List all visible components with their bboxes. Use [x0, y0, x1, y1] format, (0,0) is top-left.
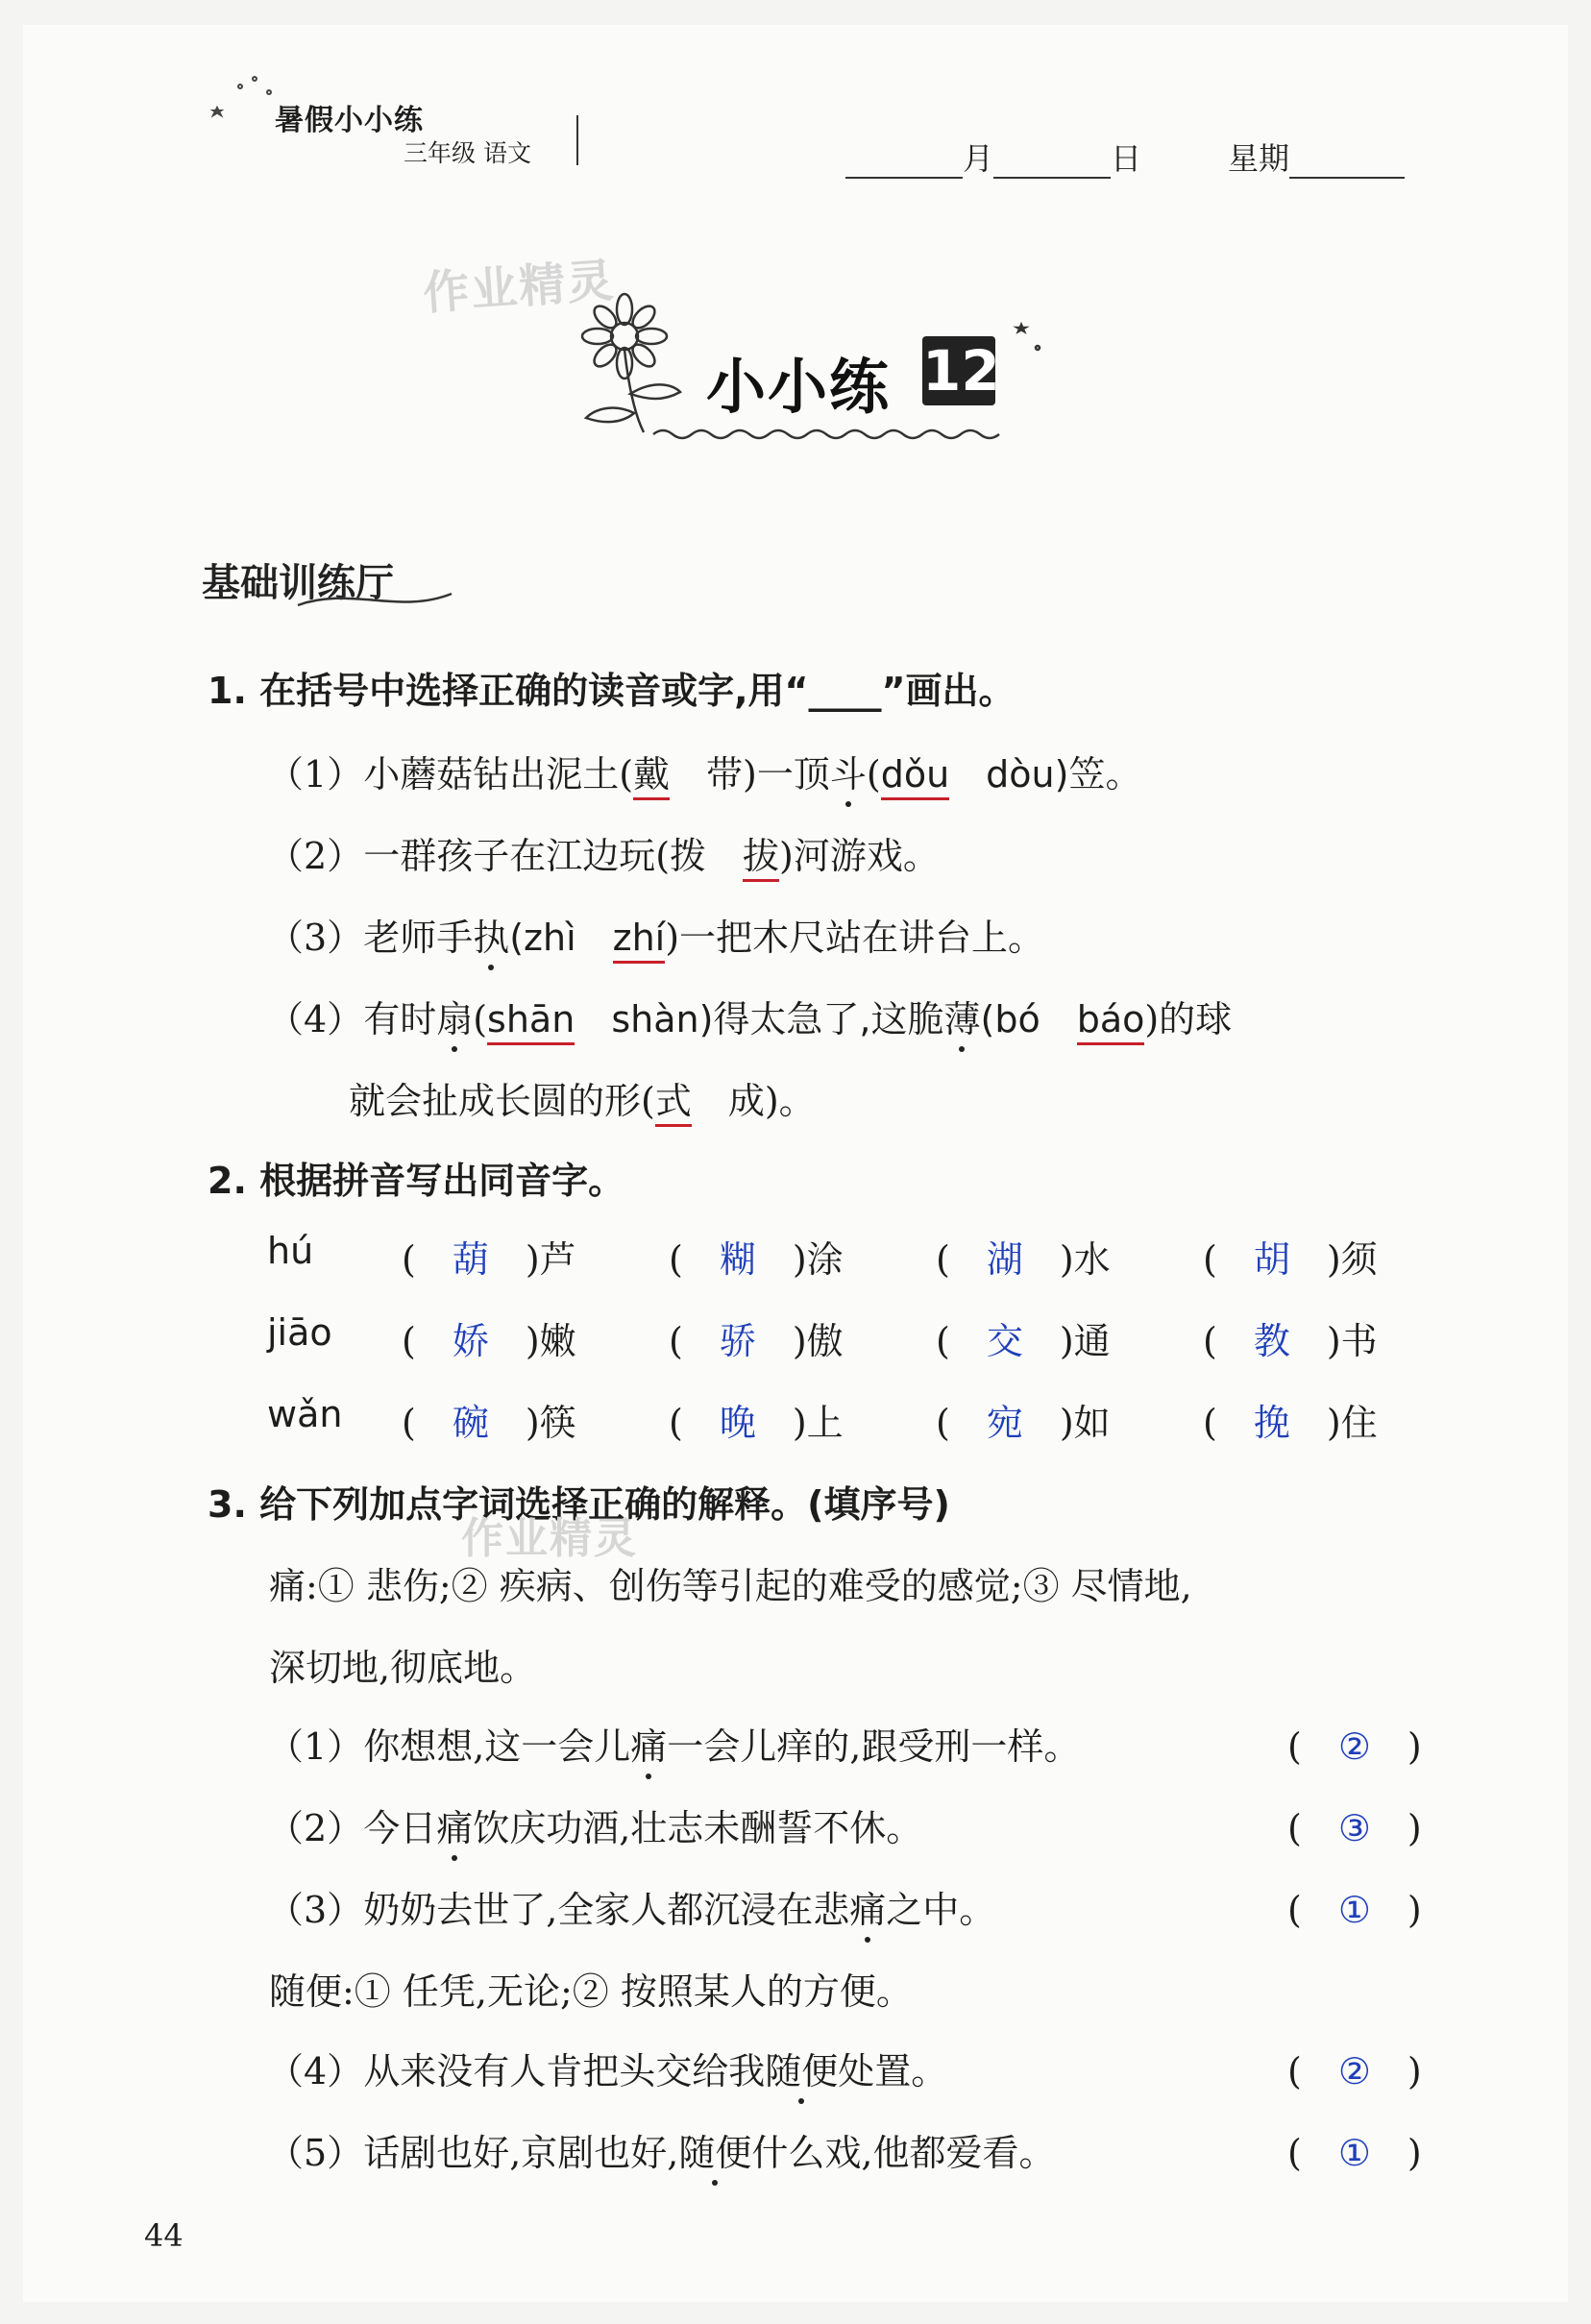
- answer-mark: ①: [1337, 1889, 1371, 1931]
- item-text: 成)。: [691, 1080, 816, 1122]
- item-number: （3）: [267, 1889, 364, 1931]
- answer-char: 葫: [452, 1238, 489, 1281]
- item-text: (bó: [980, 998, 1077, 1040]
- answer-char: 交: [986, 1320, 1023, 1362]
- item-number: （2）: [267, 835, 364, 877]
- selected-option: dǒu: [881, 753, 949, 800]
- q1-item-4: [267, 990, 1232, 1042]
- homophone-cell: ( 交 )通: [936, 1320, 1111, 1362]
- word-char: 如: [1073, 1402, 1111, 1444]
- item-text: (: [473, 998, 488, 1040]
- word-char: 书: [1340, 1320, 1378, 1362]
- item-number: （3）: [267, 917, 364, 959]
- q3-item-1: [267, 1717, 1080, 1770]
- item-text: 你想想,这一会儿: [363, 1725, 631, 1768]
- q1-heading: 1. 在括号中选择正确的读音或字,用“____”画出。: [208, 670, 1016, 712]
- word-char: 通: [1073, 1320, 1111, 1362]
- answer-char: 娇: [452, 1320, 489, 1362]
- word-char: 嫩: [539, 1320, 576, 1362]
- homophone-cell: ( 碗 )筷: [402, 1402, 576, 1444]
- lesson-number: 12: [922, 338, 1000, 404]
- selected-option: báo: [1077, 998, 1145, 1045]
- dotted-char: 薄: [943, 998, 981, 1040]
- item-text: 带)一顶: [670, 753, 830, 795]
- pinyin-label: jiāo: [267, 1311, 332, 1354]
- homophone-cell: ( 胡 )须: [1203, 1238, 1378, 1281]
- homophone-cell: ( 挽 )住: [1203, 1402, 1378, 1444]
- item-number: （4）: [267, 2050, 364, 2092]
- item-text: 奶奶去世了,全家人都沉浸在悲: [363, 1889, 850, 1931]
- selected-option: 式: [655, 1080, 692, 1127]
- q3-definition-1-line-1: 痛:① 悲伤;② 疾病、创伤等引起的难受的感觉;③ 尽情地,: [269, 1565, 1192, 1607]
- q2-heading: 2. 根据拼音写出同音字。: [208, 1160, 625, 1202]
- q3-item-2: [267, 1798, 922, 1851]
- dotted-char: 痛: [630, 1725, 668, 1768]
- q3-answer-2: ( ③ ): [1287, 1807, 1422, 1849]
- q3-heading: 3. 给下列加点字词选择正确的解释。(填序号): [208, 1483, 950, 1526]
- item-text: shàn)得太急了,这脆: [575, 998, 944, 1040]
- word-char: 须: [1340, 1238, 1378, 1281]
- q1-item-2: [267, 826, 940, 879]
- word-char: 住: [1340, 1402, 1378, 1444]
- item-text: 有时: [363, 998, 437, 1040]
- date-fields: [845, 135, 1141, 179]
- dotted-char: 痛: [436, 1807, 474, 1849]
- item-number: （2）: [267, 1807, 364, 1849]
- q3-answer-5: ( ① ): [1287, 2132, 1422, 2174]
- answer-char: 胡: [1253, 1238, 1290, 1281]
- answer-mark: ②: [1337, 1725, 1371, 1768]
- dotted-char: 斗: [829, 753, 867, 795]
- dotted-char: 执: [473, 917, 510, 959]
- item-text: 从来没有人肯把头交给我: [363, 2050, 766, 2092]
- item-number: （4）: [267, 998, 364, 1040]
- item-text: 一群孩子在江边玩(拨: [363, 835, 744, 877]
- item-text: )一把木尺站在讲台上。: [665, 917, 1045, 959]
- item-text: )的球: [1144, 998, 1233, 1040]
- answer-char: 湖: [986, 1238, 1023, 1281]
- q3-answer-3: ( ① ): [1287, 1889, 1422, 1931]
- answer-char: 骄: [719, 1320, 756, 1362]
- item-text: 小蘑菇钻出泥土(: [363, 753, 634, 795]
- q1-item-3: [267, 908, 1044, 961]
- answer-char: 碗: [452, 1402, 489, 1444]
- dotted-char: 痛: [849, 1889, 887, 1931]
- item-text: (: [866, 753, 881, 795]
- q1-item-1: [267, 745, 1141, 797]
- homophone-cell: ( 晚 )上: [669, 1402, 844, 1444]
- q1-item-4-continued: [349, 1071, 816, 1124]
- page-number: 44: [144, 2217, 184, 2254]
- item-text: 就会扯成长圆的形(: [349, 1080, 655, 1122]
- word-char: 芦: [539, 1238, 576, 1281]
- q3-answer-1: ( ② ): [1287, 1725, 1422, 1768]
- watermark-mid: 作业精灵: [461, 1514, 638, 1563]
- item-number: （5）: [267, 2132, 364, 2174]
- item-text: 什么戏,他都爱看。: [751, 2132, 1056, 2174]
- item-text: 老师手: [363, 917, 474, 959]
- homophone-cell: ( 宛 )如: [936, 1402, 1111, 1444]
- homophone-cell: ( 教 )书: [1203, 1320, 1378, 1362]
- answer-char: 宛: [986, 1402, 1023, 1444]
- month-label: 月: [963, 140, 994, 177]
- item-text: )河游戏。: [779, 835, 940, 877]
- dotted-word: 随便: [765, 2050, 839, 2092]
- item-text: 今日: [363, 1807, 437, 1849]
- section-swoosh-icon: [293, 576, 456, 615]
- section-heading: 基础训练厅: [202, 561, 394, 605]
- answer-mark: ①: [1337, 2132, 1371, 2174]
- selected-option: shān: [487, 998, 575, 1045]
- word-char: 水: [1073, 1238, 1111, 1281]
- item-text: 话剧也好,京剧也好,: [363, 2132, 679, 2174]
- q3-item-3: [267, 1880, 995, 1933]
- word-char: 傲: [806, 1320, 844, 1362]
- answer-char: 晚: [719, 1402, 756, 1444]
- item-text: (zhì: [509, 917, 613, 959]
- item-text: 饮庆功酒,壮志未酬誓不休。: [473, 1807, 923, 1849]
- homophone-cell: ( 湖 )水: [936, 1238, 1111, 1281]
- weekday-field: [1228, 135, 1405, 179]
- q3-definition-2: 随便:① 任凭,无论;② 按照某人的方便。: [269, 1970, 913, 2013]
- q3-item-4: [267, 2042, 947, 2094]
- pinyin-label: wǎn: [267, 1393, 343, 1435]
- weekday-label: 星期: [1228, 140, 1290, 177]
- answer-char: 教: [1253, 1320, 1290, 1362]
- lesson-title: 小小练: [706, 352, 892, 422]
- item-text: 处置。: [838, 2050, 948, 2092]
- selected-option: zhí: [613, 917, 666, 964]
- selected-option: 戴: [633, 753, 670, 800]
- dotted-char: 扇: [436, 998, 474, 1040]
- day-blank[interactable]: [993, 150, 1111, 179]
- watermark-top: 作业精灵: [421, 254, 618, 321]
- weekday-blank[interactable]: [1289, 150, 1405, 179]
- homophone-cell: ( 葫 )芦: [402, 1238, 576, 1281]
- brand-title: 暑假小小练: [275, 104, 424, 137]
- answer-mark: ②: [1337, 2050, 1371, 2092]
- answer-char: 挽: [1253, 1402, 1290, 1444]
- q3-definition-1-line-2: 深切地,彻底地。: [269, 1647, 537, 1689]
- item-number: （1）: [267, 1725, 364, 1768]
- homophone-cell: ( 骄 )傲: [669, 1320, 844, 1362]
- word-char: 涂: [806, 1238, 844, 1281]
- answer-char: 糊: [719, 1238, 756, 1281]
- day-label: 日: [1111, 140, 1142, 177]
- q3-answer-4: ( ② ): [1287, 2050, 1422, 2092]
- homophone-cell: ( 娇 )嫩: [402, 1320, 576, 1362]
- pinyin-label: hú: [267, 1230, 314, 1272]
- item-text: 之中。: [886, 1889, 996, 1931]
- word-char: 筷: [539, 1402, 576, 1444]
- brand-subtitle: 三年级 语文: [404, 139, 531, 167]
- item-text: 一会儿痒的,跟受刑一样。: [667, 1725, 1081, 1768]
- dotted-word: 随便: [678, 2132, 752, 2174]
- q3-item-5: [267, 2123, 1055, 2176]
- selected-option: 拔: [743, 835, 779, 882]
- brand-divider: [576, 115, 578, 165]
- item-number: （1）: [267, 753, 364, 795]
- month-blank[interactable]: [845, 150, 963, 179]
- word-char: 上: [806, 1402, 844, 1444]
- answer-mark: ③: [1337, 1807, 1371, 1849]
- item-text: dòu)笠。: [949, 753, 1142, 795]
- homophone-cell: ( 糊 )涂: [669, 1238, 844, 1281]
